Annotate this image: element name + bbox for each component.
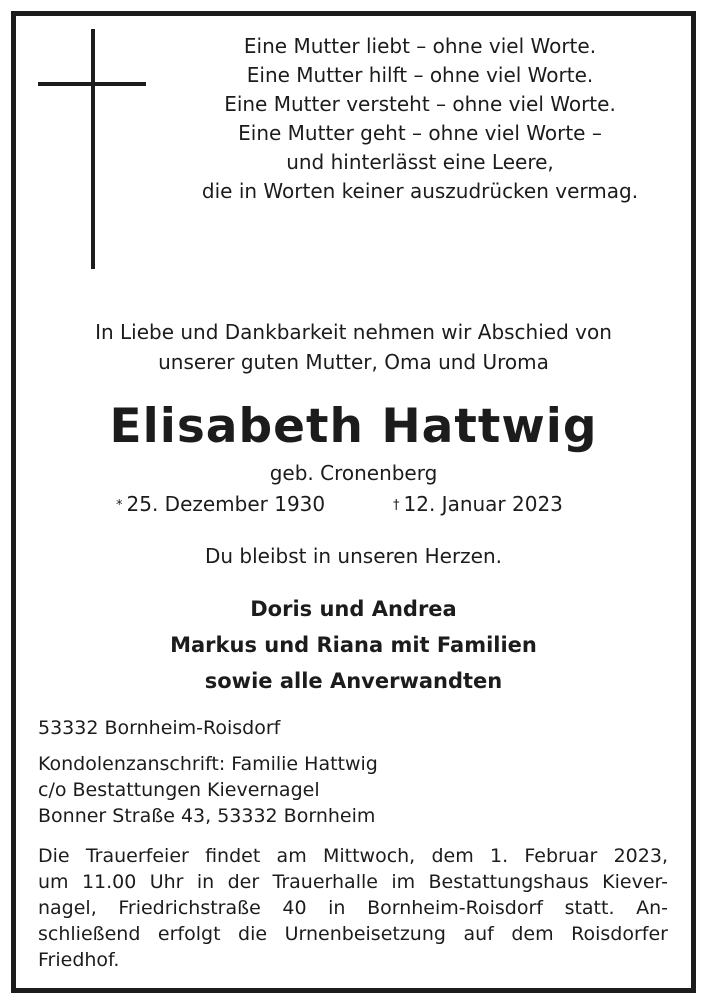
- ceremony-line: um 11.00 Uhr in der Trauerhalle im Bestattungshaus Kiever-: [38, 871, 668, 893]
- maiden-name: geb. Cronenberg: [269, 461, 438, 485]
- condolence-address: [38, 751, 668, 829]
- location-text: 53332 Bornheim-Roisdorf: [38, 717, 281, 739]
- address-line: Bonner Straße 43, 53332 Bornheim: [38, 805, 376, 827]
- death-date-line: [393, 490, 563, 518]
- farewell-text: Du bleibst in unseren Herzen.: [204, 544, 503, 568]
- poem-line: Eine Mutter liebt – ohne viel Worte.: [243, 34, 597, 58]
- poem-line: Eine Mutter hilft – ohne viel Worte.: [246, 63, 594, 87]
- address-line: Kondolenzanschrift: Familie Hattwig: [38, 753, 378, 775]
- deceased-name: Elisabeth Hattwig: [109, 399, 598, 454]
- intro-text: [0, 317, 707, 377]
- poem-line: und hinterlässt eine Leere,: [286, 150, 554, 174]
- intro-line: In Liebe und Dankbarkeit nehmen wir Abschied von: [95, 320, 612, 344]
- family-signatures: [0, 591, 707, 699]
- ceremony-line: Friedhof.: [38, 949, 120, 971]
- death-symbol: †: [393, 498, 400, 513]
- death-date: 12. Januar 2023: [403, 492, 563, 516]
- ceremony-line: schließend erfolgt die Urnenbeisetzung auf dem Roisdorfer: [38, 923, 668, 945]
- ceremony-line: nagel, Friedrichstraße 40 in Bornheim-Roisdorf statt. An-: [38, 897, 668, 919]
- birth-date: 25. Dezember 1930: [126, 492, 326, 516]
- family-line: Markus und Riana mit Familien: [170, 633, 537, 657]
- family-line: Doris und Andrea: [250, 597, 457, 621]
- birth-symbol: *: [116, 498, 123, 513]
- poem-line: Eine Mutter geht – ohne viel Worte –: [238, 121, 602, 145]
- intro-line: unserer guten Mutter, Oma und Uroma: [158, 350, 549, 374]
- cross-icon-bar: [38, 82, 146, 86]
- poem-line: die in Worten keiner auszudrücken vermag.: [201, 179, 639, 203]
- poem-line: Eine Mutter versteht – ohne viel Worte.: [224, 92, 616, 116]
- poem: [170, 32, 670, 206]
- location: [38, 715, 668, 741]
- ceremony-details: [38, 843, 668, 973]
- family-line: sowie alle Anverwandten: [204, 669, 503, 693]
- birth-date-line: [116, 490, 325, 518]
- cross-icon: [91, 29, 95, 269]
- ceremony-line: Die Trauerfeier findet am Mittwoch, dem 1. Februar 2023,: [38, 845, 668, 867]
- address-line: c/o Bestattungen Kievernagel: [38, 779, 320, 801]
